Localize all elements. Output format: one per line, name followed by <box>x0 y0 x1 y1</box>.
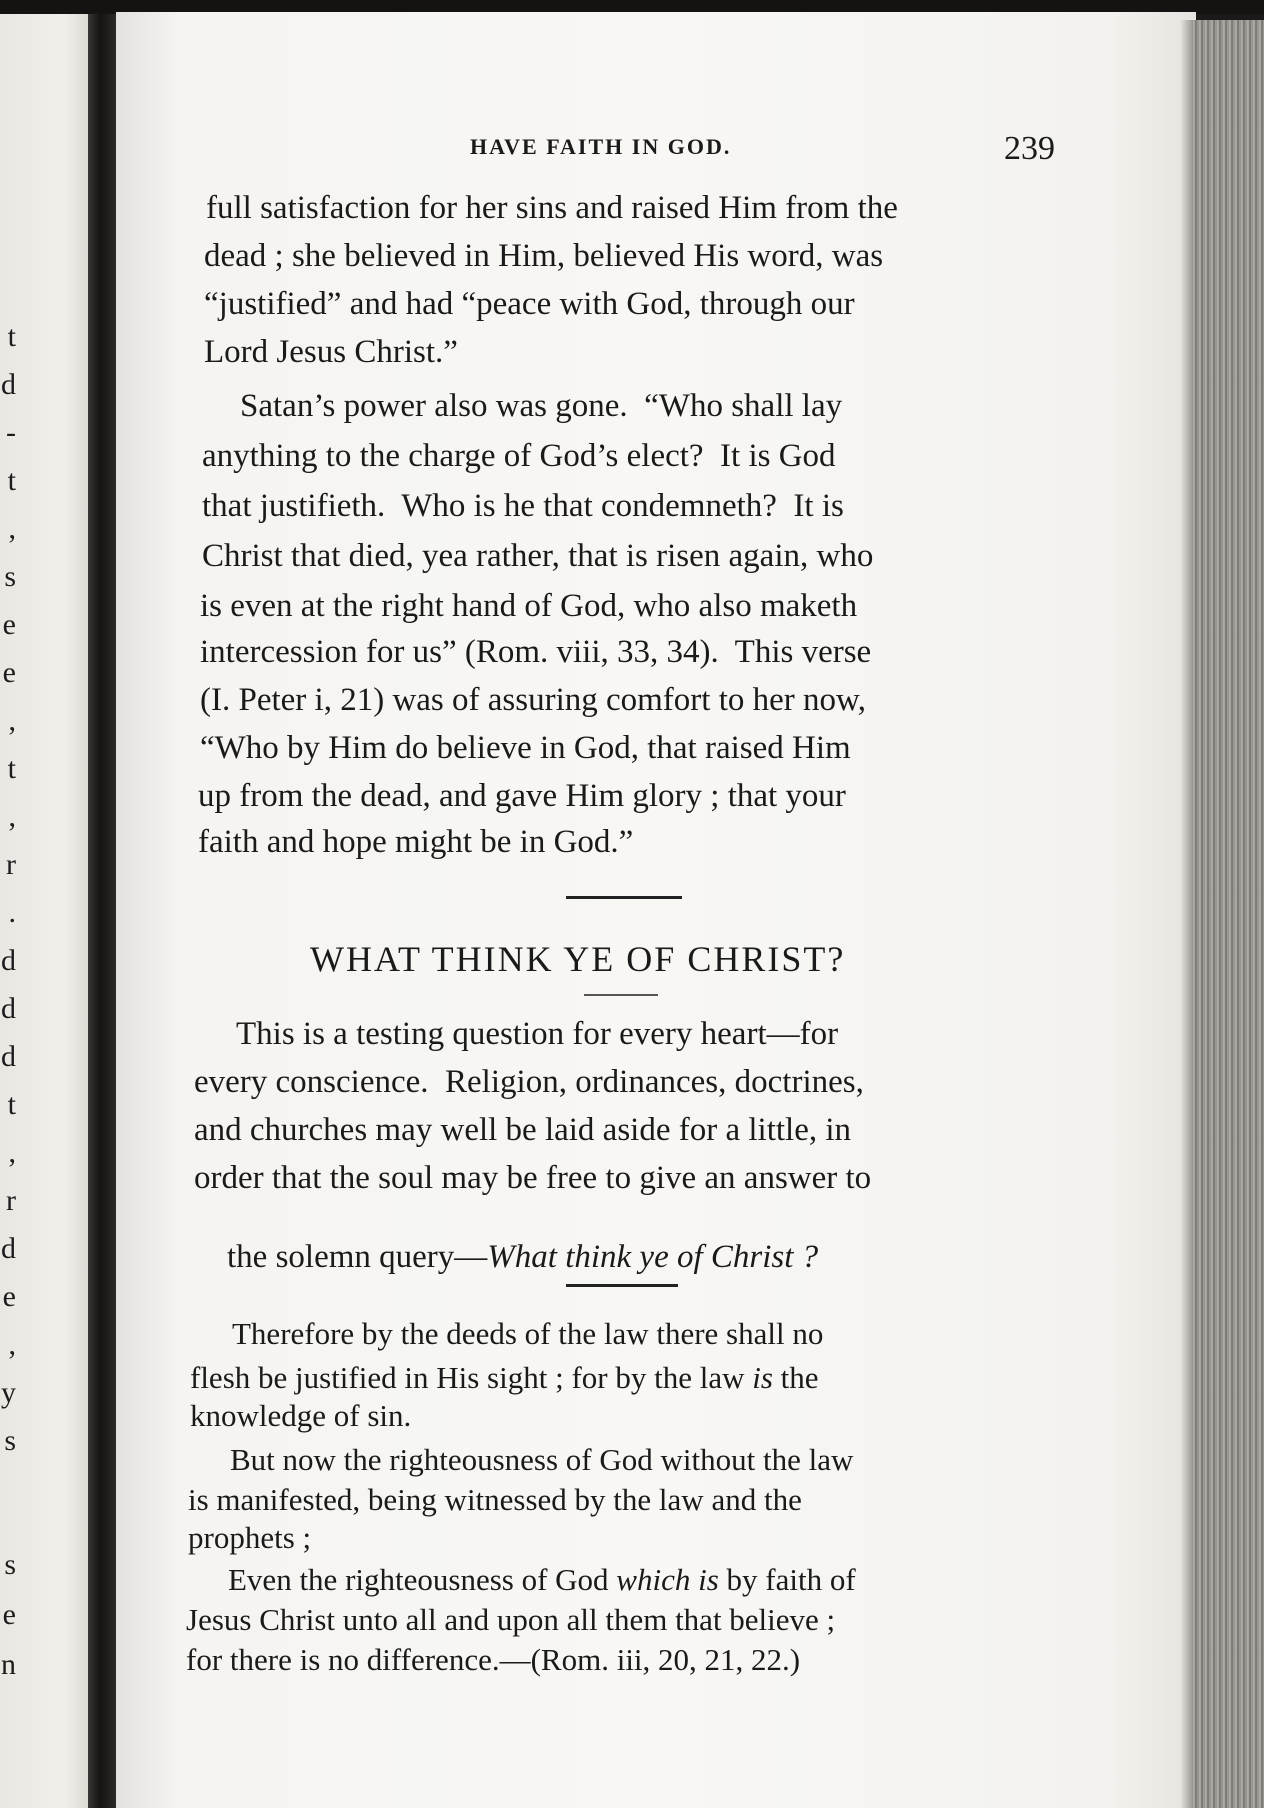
margin-letter: , <box>8 800 16 833</box>
margin-letter: , <box>8 704 16 737</box>
margin-letter: e <box>2 1598 16 1631</box>
margin-letter: e <box>2 1280 16 1313</box>
margin-letter: s <box>4 1424 16 1457</box>
section-divider-bottom <box>566 1284 678 1287</box>
margin-letter: . <box>8 896 16 929</box>
margin-letter: , <box>8 1136 16 1169</box>
margin-letter: , <box>8 1328 16 1361</box>
margin-letter: , <box>8 512 16 545</box>
scripture-line: is manifested, being witnessed by the law and the <box>188 1482 802 1517</box>
paragraph2-line: Satan’s power also was gone. “Who shall lay <box>240 388 843 424</box>
paragraph1-line: Lord Jesus Christ.” <box>204 334 458 370</box>
margin-letter: e <box>2 608 16 641</box>
margin-letter: - <box>6 416 16 449</box>
scripture-line: for there is no difference.—(Rom. iii, 20, 21, 22.) <box>186 1642 801 1677</box>
margin-letter: d <box>1 1232 16 1265</box>
paragraph2-line: intercession for us” (Rom. viii, 33, 34). This verse <box>200 634 872 670</box>
margin-letter: n <box>1 1648 16 1681</box>
margin-letter: y <box>1 1376 16 1409</box>
paragraph2-line: up from the dead, and gave Him glory ; that your <box>198 778 846 814</box>
paragraph2-line: faith and hope might be in God.” <box>198 824 634 860</box>
section-heading: WHAT THINK YE OF CHRIST? <box>310 939 846 979</box>
margin-letter: r <box>6 1184 16 1217</box>
paragraph3-last-plain: the solemn query— <box>227 1239 488 1275</box>
scripture-line: knowledge of sin. <box>190 1398 412 1433</box>
margin-letter: d <box>1 992 16 1025</box>
paragraph2-line: “Who by Him do believe in God, that raised Him <box>200 730 851 766</box>
adjacent-page-letters <box>0 0 20 1808</box>
scripture-line: Therefore by the deeds of the law there shall no <box>232 1316 824 1351</box>
paragraph3-line: This is a testing question for every heart—for <box>236 1016 839 1052</box>
margin-letter: t <box>7 752 16 785</box>
scripture-text: by faith of <box>718 1562 856 1597</box>
paragraph1-line: full satisfaction for her sins and raised Him from the <box>206 190 898 226</box>
margin-letter: t <box>7 320 16 353</box>
margin-letter: d <box>1 1040 16 1073</box>
scripture-line: Jesus Christ unto all and upon all them that believe ; <box>186 1602 836 1637</box>
paragraph2-line: Christ that died, yea rather, that is risen again, who <box>202 538 874 574</box>
scripture-line: But now the righteousness of God without the law <box>230 1442 854 1477</box>
scripture-line <box>228 1564 856 1595</box>
paragraph2-line: (I. Peter i, 21) was of assuring comfort to her now, <box>200 682 866 718</box>
paragraph3-line: and churches may well be laid aside for a little, in <box>194 1112 852 1148</box>
paragraph2-line: is even at the right hand of God, who also maketh <box>200 588 858 624</box>
fore-edge <box>1192 20 1264 1808</box>
margin-letter: s <box>4 560 16 593</box>
margin-letter: d <box>1 368 16 401</box>
book-gutter <box>88 0 118 1808</box>
paragraph3-line: order that the soul may be free to give an answer to <box>194 1160 872 1196</box>
margin-letter: e <box>2 656 16 689</box>
scripture-text: Even the righteousness of God <box>228 1562 617 1597</box>
paragraph1-line: dead ; she believed in Him, believed His word, was <box>204 238 884 274</box>
margin-letter: d <box>1 944 16 977</box>
paragraph1-line: “justified” and had “peace with God, through our <box>204 286 855 322</box>
margin-letter: s <box>4 1548 16 1581</box>
scripture-italic: is <box>752 1360 773 1395</box>
scripture-text: the <box>772 1360 819 1395</box>
margin-letter: r <box>6 848 16 881</box>
paragraph3-last-italic: What think ye of Christ ? <box>487 1239 819 1275</box>
paragraph3-last-line <box>194 1208 818 1307</box>
paragraph2-line: anything to the charge of God’s elect? It is God <box>202 438 836 474</box>
page-number: 239 <box>1004 130 1055 167</box>
running-head: HAVE FAITH IN GOD. <box>470 134 732 159</box>
scripture-text: flesh be justified in His sight ; for by the law <box>190 1360 753 1395</box>
section-divider-top <box>566 896 682 899</box>
paragraph2-line: that justifieth. Who is he that condemneth? It is <box>202 488 844 524</box>
scripture-italic: which is <box>616 1562 719 1597</box>
margin-letter: t <box>7 1088 16 1121</box>
adjacent-page-edge <box>0 0 92 1808</box>
section-divider-small <box>584 994 658 996</box>
scripture-line <box>190 1362 819 1393</box>
margin-letter: t <box>7 464 16 497</box>
paragraph3-line: every conscience. Religion, ordinances, doctrines, <box>194 1064 864 1100</box>
scripture-line: prophets ; <box>188 1520 312 1555</box>
